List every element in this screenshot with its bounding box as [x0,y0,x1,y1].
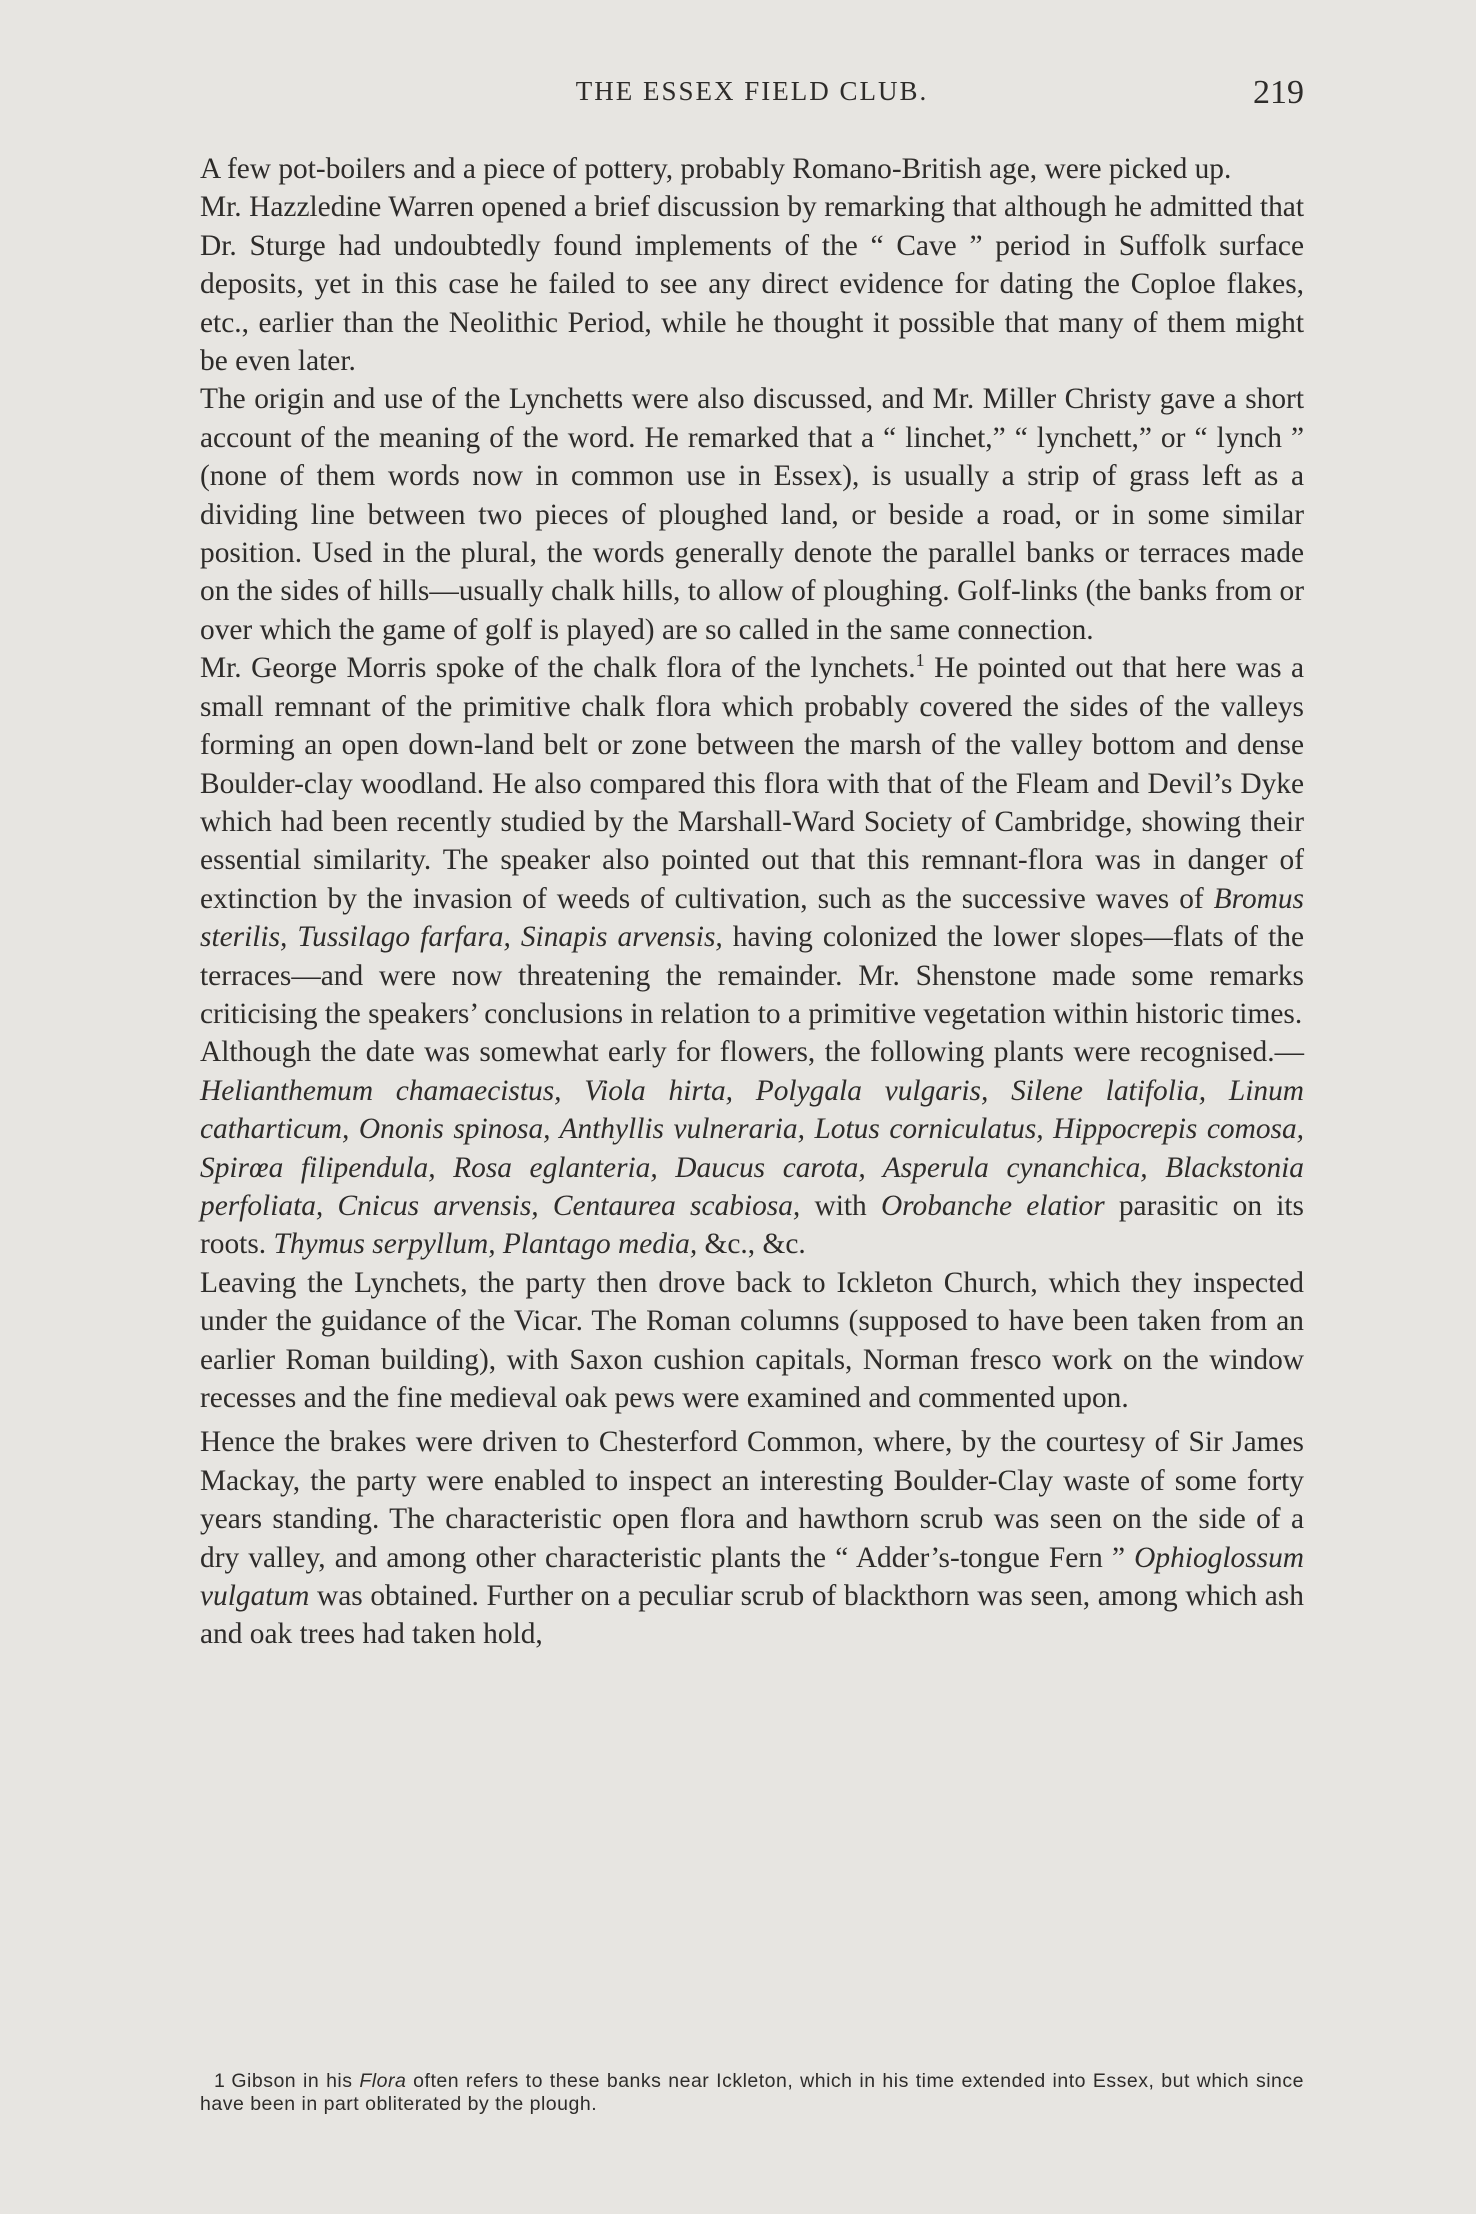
footnote-number: 1 [214,2070,226,2092]
footnote-text: Gibson in his Flora often refers to these banks near Ickleton, which in his time extended into Essex, but which since have been in part obliterated by the plough. [200,2070,1304,2115]
paragraph: Hence the brakes were driven to Chesterford Common, where, by the courtesy of Sir James Mackay, the party were enabled to inspect an interesting Boulder-Clay waste of some forty years standing. The characteristic open flora and hawthorn scrub was seen on the side of a dry valley, and among other characteristic plants the “ Adder’s-tongue Fern ” Ophioglossum vulgatum was obtained. Further on a peculiar scrub of blackthorn was seen, among which ash and oak trees had taken hold, [200,1426,1304,1651]
running-head: THE ESSEX FIELD CLUB. [575,76,929,106]
page-number: 219 [1253,74,1304,111]
paragraph: The origin and use of the Lynchetts were also discussed, and Mr. Miller Christy gave a short account of the meaning of the word. He remarked that a “ linchet,” “ lynchett,” or “ lynch ” (none of them words now in common use in Essex), is usually a strip of grass left as a dividing line between two pieces of ploughed land, or beside a road, or in some similar position. Used in the plural, the words generally denote the parallel banks or terraces made on the sides of hills—usually chalk hills, to allow of ploughing. Golf-links (the banks from or over which the game of golf is played) are so called in the same connection. [200,383,1304,646]
paragraph: Leaving the Lynchets, the party then drove back to Ickleton Church, which they inspected under the guidance of the Vicar. The Roman columns (supposed to have been taken from an earlier Roman building), with Saxon cushion capitals, Norman fresco work on the window recesses and the fine medieval oak pews were examined and commented upon. [200,1266,1304,1414]
footnote [200,2070,1304,2116]
paragraph: Mr. George Morris spoke of the chalk flora of the lynchets.$^1$ He pointed out that here was a small remnant of the primitive chalk flora which probably covered the sides of the valleys forming an open down-land belt or zone between the marsh of the valley bottom and dense Boulder-clay woodland. He also compared this flora with that of the Fleam and Devil’s Dyke which had been recently studied by the Marshall-Ward Society of Cambridge, showing their essential similarity. The speaker also pointed out that this remnant-flora was in danger of extinction by the invasion of weeds of cultivation, such as the successive waves of Bromus sterilis, Tussilago farfara, Sinapis arvensis, having colonized the lower slopes—flats of the terraces—and were now threatening the remainder. Mr. Shenstone made some remarks criticising the speakers’ conclusions in relation to a primitive vegetation within historic times. [200,650,1305,1030]
paragraph: Although the date was somewhat early for flowers, the following plants were recognised.—Helianthemum chamaecistus, Viola hirta, Polygala vulgaris, Silene latifolia, Linum catharticum, Ononis spinosa, Anthyllis vulneraria, Lotus corniculatus, Hippocrepis comosa, Spirœa filipendula, Rosa eglanteria, Daucus carota, Asperula cynanchica, Blackstonia perfoliata, Cnicus arvensis, Centaurea scabiosa, with Orobanche elatior parasitic on its roots. Thymus serpyllum, Plantago media, &c., &c. [200,1036,1304,1261]
page-header [200,76,1304,120]
paragraph: A few pot-boilers and a piece of pottery, probably Romano-British age, were picked up. [200,153,1232,185]
footnotes [200,2070,1304,2116]
paragraph: Mr. Hazzledine Warren opened a brief discussion by remarking that although he admitted that Dr. Sturge had undoubtedly found implements of the “ Cave ” period in Suffolk surface deposits, yet in this case he failed to see any direct evidence for dating the Coploe flakes, etc., earlier than the Neolithic Period, while he thought it possible that many of them might be even later. [200,191,1304,378]
body-text [200,150,1304,1654]
